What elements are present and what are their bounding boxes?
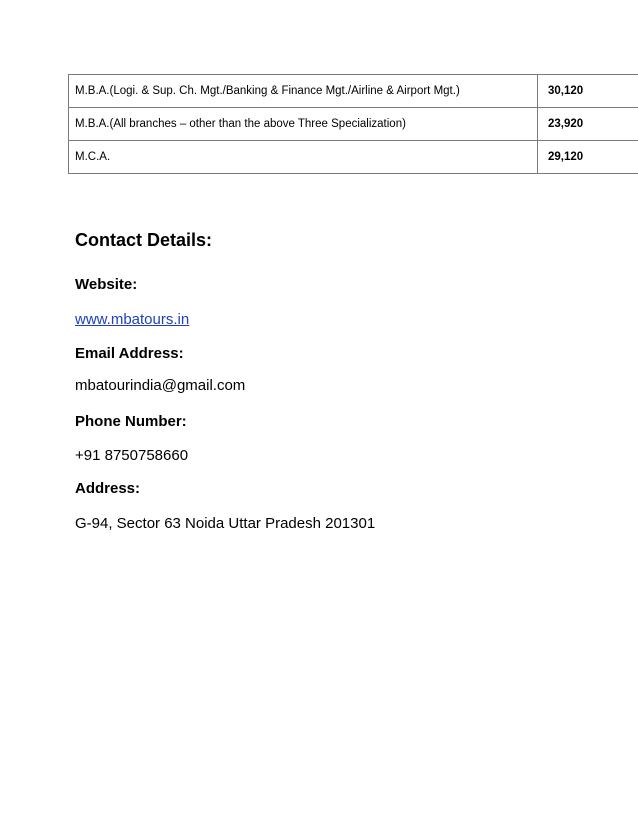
fee-table [68, 74, 638, 174]
course-fee: 30,120 [538, 75, 638, 108]
course-fee: 29,120 [538, 141, 638, 174]
table-row [69, 108, 638, 141]
table-row [69, 141, 638, 174]
website-link[interactable]: www.mbatours.in [75, 311, 190, 328]
address-label: Address: [75, 480, 141, 497]
address-value: G-94, Sector 63 Noida Uttar Pradesh 201301 [75, 515, 376, 532]
course-fee: 23,920 [538, 108, 638, 141]
course-name: M.B.A.(All branches – other than the above Three Specialization) [69, 108, 538, 141]
contact-details-section [75, 228, 595, 532]
email-label: Email Address: [75, 345, 184, 362]
course-name: M.B.A.(Logi. & Sup. Ch. Mgt./Banking & Finance Mgt./Airline & Airport Mgt.) [69, 75, 538, 108]
table-row [69, 75, 638, 108]
course-name: M.C.A. [69, 141, 538, 174]
contact-details-heading: Contact Details: [75, 230, 213, 250]
website-label: Website: [75, 276, 138, 293]
phone-label: Phone Number: [75, 413, 187, 430]
phone-value: +91 8750758660 [75, 447, 189, 464]
email-value: mbatourindia@gmail.com [75, 377, 246, 394]
